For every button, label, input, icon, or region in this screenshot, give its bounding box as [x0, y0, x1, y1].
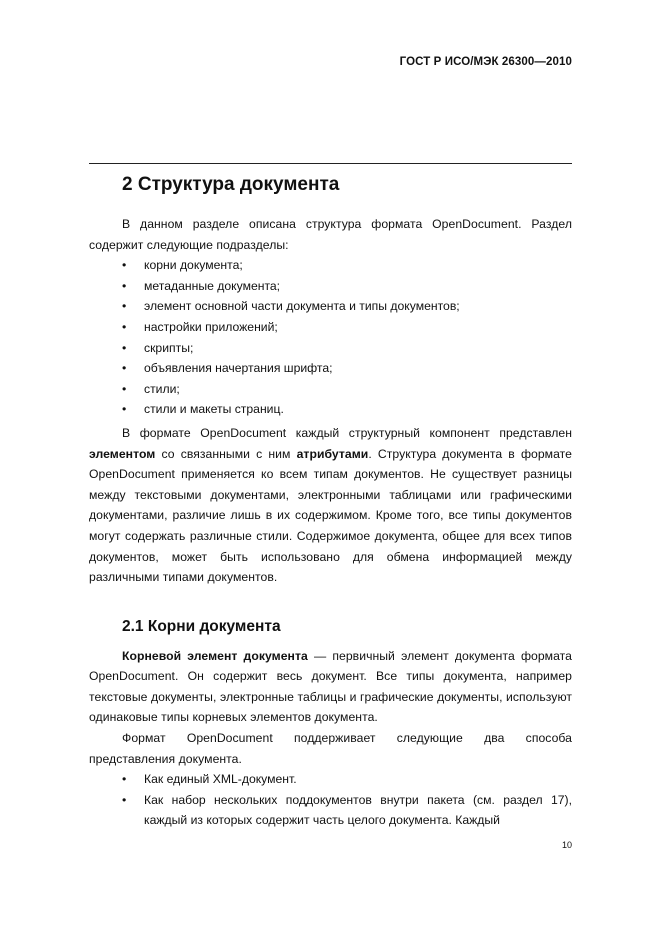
bullet: • [122, 772, 127, 787]
paragraph-text: — первичный элемент документа формата OpenDocument. Он содержит весь документ. Все типы документа, например текстовые документы, электронные таблицы и графические документы, используют одинаковые типы корневых элементов документа. [89, 648, 572, 725]
bullet: • [122, 361, 127, 376]
standard-header: ГОСТ Р ИСО/МЭК 26300—2010 [399, 56, 572, 68]
paragraph-text: со связанными с ним [155, 446, 297, 461]
structure-paragraph [89, 423, 572, 588]
section-2-title: 2 Структура документа [122, 174, 340, 195]
paragraph-text: . Структура документа в формате OpenDocument применяется ко всем типам документов. Не существует разницы между текстовыми документами, электронными таблицами или графическими документами, различие лишь в их содержимом. Кроме того, все типы документов могут содержать различные стили. Содержимое документа, общее для всех типов документов, может быть использовано для обмена информацией между различными типами документов. [89, 446, 572, 585]
bullet: • [122, 402, 127, 417]
list-item-text: стили; [144, 381, 180, 396]
term-element: элементом [89, 446, 156, 461]
list-item [89, 276, 572, 297]
page-number: 10 [561, 840, 572, 850]
bullet: • [122, 278, 127, 293]
list-item [89, 399, 572, 420]
header-rule [89, 163, 572, 164]
representation-list [89, 769, 572, 831]
subsection-list [89, 255, 572, 420]
list-item-text: метаданные документа; [144, 278, 281, 293]
bullet: • [122, 258, 127, 273]
section-2-intro: В данном разделе описана структура формата OpenDocument. Раздел содержит следующие подразделы: [89, 217, 572, 252]
list-item [89, 769, 572, 790]
term-attributes: атрибутами [296, 446, 369, 461]
list-item-text: стили и макеты страниц. [144, 402, 284, 417]
list-item-text: элемент основной части документа и типы документов; [144, 299, 460, 314]
list-item [89, 255, 572, 276]
section-2-1-title: 2.1 Корни документа [122, 617, 281, 635]
page-content [89, 172, 572, 831]
list-item-text: Как набор нескольких поддокументов внутри пакета (см. раздел 17), каждый из которых содержит часть целого документа. Каждый [144, 792, 572, 828]
root-element-paragraph [89, 646, 572, 728]
list-item [89, 358, 572, 379]
bullet: • [122, 319, 127, 334]
term-root-element: Корневой элемент документа [122, 648, 308, 663]
list-item [89, 338, 572, 359]
format-support-paragraph: Формат OpenDocument поддерживает следующие два способа представления документа. [89, 731, 572, 766]
bullet: • [122, 381, 127, 396]
list-item [89, 317, 572, 338]
list-item-text: объявления начертания шрифта; [144, 361, 333, 376]
list-item-text: Как единый XML-документ. [144, 772, 297, 787]
bullet: • [122, 792, 127, 807]
list-item-text: настройки приложений; [144, 319, 278, 334]
list-item [89, 379, 572, 400]
list-item [89, 296, 572, 317]
bullet: • [122, 340, 127, 355]
list-item [89, 790, 572, 831]
list-item-text: скрипты; [144, 340, 194, 355]
paragraph-text: В формате OpenDocument каждый структурный компонент представлен [122, 425, 572, 440]
bullet: • [122, 299, 127, 314]
list-item-text: корни документа; [144, 258, 243, 273]
